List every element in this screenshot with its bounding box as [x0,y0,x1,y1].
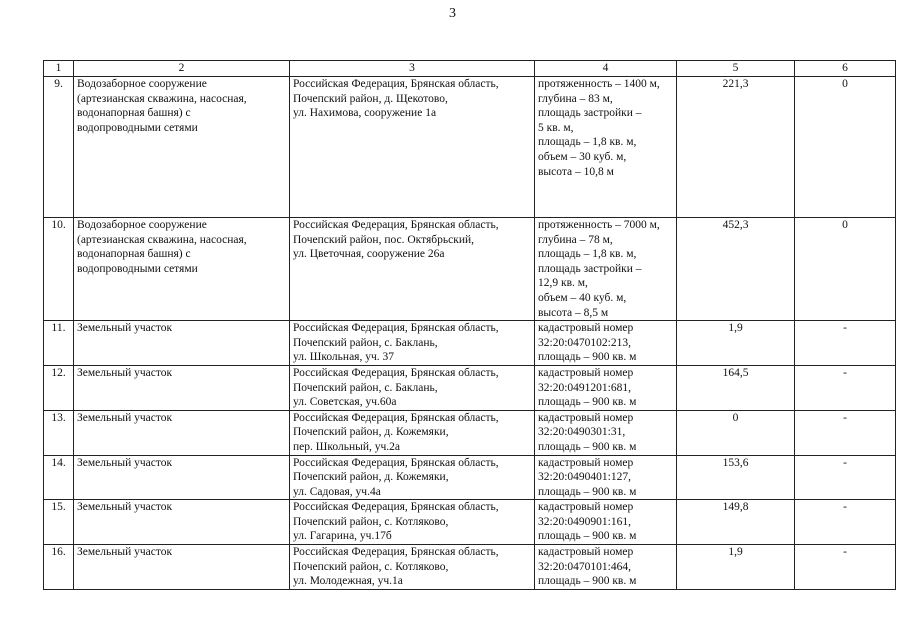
value-cell: - [795,321,896,366]
table-row [44,545,896,590]
name-line: Земельный участок [77,546,173,559]
address-line: ул. Цветочная, сооружение 26а [293,248,445,261]
page-number: 3 [449,6,456,21]
characteristics-line: кадастровый номер [538,456,634,469]
table-row [44,500,896,545]
value-cell: 1,9 [677,321,795,366]
row-number-cell: 9. [44,77,74,218]
table-header-row [44,61,896,77]
name-line: Земельный участок [77,456,173,469]
object-name-cell [74,365,290,410]
address-line: Почепский район, с. Баклань, [293,336,438,349]
characteristics-line: 32:20:0490401:127, [538,471,631,484]
header-cell: 3 [290,61,535,77]
characteristics-cell [535,545,677,590]
address-line: ул. Садовая, уч.4а [293,485,381,498]
address-line: Почепский район, д. Щекотово, [293,92,448,105]
characteristics-line: высота – 10,8 м [538,165,614,178]
value-cell: 164,5 [677,365,795,410]
object-name-cell [74,545,290,590]
row-number-cell: 12. [44,365,74,410]
value-cell: - [795,410,896,455]
characteristics-line: объем – 30 куб. м, [538,150,627,163]
address-line: Почепский район, д. Кожемяки, [293,426,449,439]
name-line: водонапорная башня) с [77,107,191,120]
name-line: (артезианская скважина, насосная, [77,92,247,105]
address-line: Российская Федерация, Брянская область, [293,546,499,559]
row-number-cell: 14. [44,455,74,500]
address-line: Почепский район, д. Кожемяки, [293,471,449,484]
characteristics-line: кадастровый номер [538,322,634,335]
address-line: Российская Федерация, Брянская область, [293,366,499,379]
characteristics-line: площадь – 1,8 кв. м, [538,248,637,261]
table-row [44,455,896,500]
characteristics-cell [535,500,677,545]
address-line: ул. Гагарина, уч.17б [293,530,392,543]
characteristics-line: площадь застройки – [538,262,642,275]
address-line: Российская Федерация, Брянская область, [293,219,499,231]
characteristics-cell [535,77,677,218]
value-cell: 452,3 [677,218,795,321]
address-line: Российская Федерация, Брянская область, [293,322,499,335]
characteristics-cell [535,455,677,500]
row-number-cell: 11. [44,321,74,366]
object-name-cell [74,410,290,455]
value-cell: 0 [795,218,896,321]
address-cell [290,77,535,218]
address-cell [290,218,535,321]
address-line: пер. Школьный, уч.2а [293,440,400,453]
characteristics-line: глубина – 78 м, [538,233,613,246]
header-cell: 2 [74,61,290,77]
name-line: Земельный участок [77,411,173,424]
name-line: водонапорная башня) с [77,248,191,261]
characteristics-cell [535,410,677,455]
characteristics-line: 12,9 кв. м, [538,277,588,290]
characteristics-line: 5 кв. м, [538,121,574,134]
characteristics-line: площадь застройки – [538,107,642,120]
address-line: Российская Федерация, Брянская область, [293,456,499,469]
address-line: ул. Школьная, уч. 37 [293,351,395,364]
characteristics-line: площадь – 900 кв. м [538,396,637,409]
value-cell: 149,8 [677,500,795,545]
name-line: водопроводными сетями [77,121,198,134]
header-cell: 5 [677,61,795,77]
property-table [43,60,896,590]
characteristics-line: 32:20:0470102:213, [538,336,631,349]
address-line: ул. Советская, уч.60а [293,396,397,409]
header-cell: 4 [535,61,677,77]
characteristics-line: кадастровый номер [538,411,634,424]
characteristics-line: кадастровый номер [538,546,634,559]
characteristics-cell [535,365,677,410]
address-line: Почепский район, с. Баклань, [293,381,438,394]
value-cell: - [795,500,896,545]
value-cell: 1,9 [677,545,795,590]
name-line: (артезианская скважина, насосная, [77,233,247,246]
header-cell: 6 [795,61,896,77]
address-cell [290,545,535,590]
address-line: Почепский район, с. Котляково, [293,560,449,573]
characteristics-line: кадастровый номер [538,501,634,514]
characteristics-line: высота – 8,5 м [538,306,609,319]
row-number-cell: 10. [44,218,74,321]
address-line: ул. Нахимова, сооружение 1а [293,107,437,120]
object-name-cell [74,218,290,321]
characteristics-line: площадь – 900 кв. м [538,440,637,453]
name-line: водопроводными сетями [77,262,198,275]
characteristics-line: объем – 40 куб. м, [538,291,627,304]
row-number-cell: 16. [44,545,74,590]
name-line: Земельный участок [77,501,173,514]
characteristics-line: протяженность – 1400 м, [538,78,660,90]
object-name-cell [74,500,290,545]
table-row [44,218,896,321]
object-name-cell [74,455,290,500]
table-row [44,77,896,218]
characteristics-line: 32:20:0490301:31, [538,426,626,439]
value-cell: 0 [677,410,795,455]
address-line: Российская Федерация, Брянская область, [293,501,499,514]
name-line: Водозаборное сооружение [77,219,207,231]
value-cell: - [795,545,896,590]
row-number-cell: 13. [44,410,74,455]
address-cell [290,500,535,545]
address-cell [290,410,535,455]
name-line: Водозаборное сооружение [77,78,207,90]
address-cell [290,365,535,410]
object-name-cell [74,77,290,218]
characteristics-line: глубина – 83 м, [538,92,613,105]
characteristics-line: площадь – 900 кв. м [538,575,637,588]
row-number-cell: 15. [44,500,74,545]
characteristics-line: 32:20:0490901:161, [538,515,631,528]
value-cell: 0 [795,77,896,218]
header-cell: 1 [44,61,74,77]
characteristics-line: площадь – 900 кв. м [538,351,637,364]
address-cell [290,455,535,500]
address-cell [290,321,535,366]
characteristics-line: кадастровый номер [538,366,634,379]
address-line: Почепский район, с. Котляково, [293,515,449,528]
characteristics-line: площадь – 900 кв. м [538,485,637,498]
address-line: Почепский район, пос. Октябрьский, [293,233,475,246]
address-line: Российская Федерация, Брянская область, [293,78,499,90]
characteristics-line: протяженность – 7000 м, [538,219,660,231]
name-line: Земельный участок [77,366,173,379]
characteristics-line: 32:20:0470101:464, [538,560,631,573]
object-name-cell [74,321,290,366]
value-cell: 153,6 [677,455,795,500]
name-line: Земельный участок [77,322,173,335]
table-row [44,410,896,455]
value-cell: 221,3 [677,77,795,218]
characteristics-cell [535,218,677,321]
characteristics-line: площадь – 900 кв. м [538,530,637,543]
table-row [44,365,896,410]
characteristics-line: 32:20:0491201:681, [538,381,631,394]
characteristics-line: площадь – 1,8 кв. м, [538,136,637,149]
value-cell: - [795,455,896,500]
table-row [44,321,896,366]
value-cell: - [795,365,896,410]
address-line: Российская Федерация, Брянская область, [293,411,499,424]
characteristics-cell [535,321,677,366]
address-line: ул. Молодежная, уч.1а [293,575,403,588]
